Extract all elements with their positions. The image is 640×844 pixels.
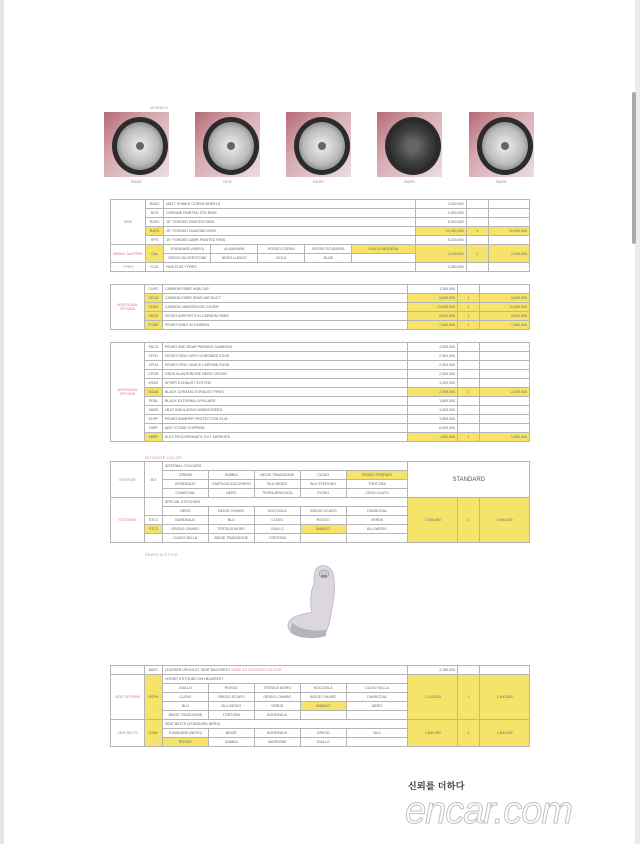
option-price: 10,900,000 bbox=[415, 227, 466, 236]
color-option: TESTA DI MORO bbox=[208, 525, 254, 534]
option-qty: 1 bbox=[458, 388, 480, 397]
color-option: BEIGE TRADIZIONE bbox=[208, 534, 254, 543]
option-price: 5,600,000 bbox=[408, 294, 458, 303]
color-option: IROKO bbox=[300, 489, 346, 498]
option-desc-text: LEATHER UPHOLST. SEAT BACKREST bbox=[164, 668, 231, 672]
option-code: DISP bbox=[144, 424, 162, 433]
color-option: CIOCCOLATO bbox=[346, 489, 408, 498]
color-option: BEIGE CHIARO bbox=[208, 507, 254, 516]
option-qty bbox=[458, 352, 480, 361]
option-qty bbox=[466, 200, 488, 209]
wheel-code: RAFS bbox=[404, 179, 415, 184]
seats-caption: SEATS & STYLE bbox=[145, 552, 178, 557]
color-option: BLU bbox=[346, 729, 408, 738]
option-desc: ELECTROCHROMATIC EXT. MIRRORS bbox=[162, 433, 407, 442]
color-option: GRIGIO CHIARO bbox=[162, 525, 208, 534]
color-option bbox=[300, 534, 346, 543]
color-option: ROSSO CORSA bbox=[258, 245, 305, 254]
interior-table bbox=[110, 461, 530, 543]
color-option: ALUMINIUM bbox=[211, 245, 258, 254]
option-desc: CARBON UNDERDOOR COVER bbox=[162, 303, 407, 312]
option-desc: FRONT AIRPORTS IN CARBON FIBRE bbox=[162, 312, 407, 321]
option-code: PEBL bbox=[144, 397, 162, 406]
option-qty bbox=[458, 666, 480, 675]
color-option: BEIGE bbox=[208, 729, 254, 738]
option-code: FLAT bbox=[145, 263, 163, 272]
option-price: 2,400,000 bbox=[415, 209, 466, 218]
category-label: STITCHING bbox=[111, 498, 145, 543]
option-code: CAL bbox=[145, 245, 163, 263]
option-total: 5,600,000 bbox=[480, 294, 530, 303]
option-price: 2,300,000 bbox=[408, 370, 458, 379]
option-price: 1,800,000 bbox=[408, 433, 458, 442]
color-option: STANDARD (NERO) bbox=[164, 245, 211, 254]
table-row bbox=[111, 462, 530, 471]
option-qty: 1 bbox=[458, 321, 480, 330]
wheel-option bbox=[195, 112, 260, 182]
color-option: BEIGE TRADIZIONE bbox=[162, 711, 208, 720]
option-desc: CARBON FIBRE HUB CAP bbox=[162, 285, 407, 294]
category-label: RIMS bbox=[111, 200, 146, 245]
option-code: BAEY bbox=[144, 666, 162, 675]
color-option: BLUE bbox=[305, 254, 352, 263]
color-option: TORTORA bbox=[254, 534, 300, 543]
option-code: ESAS bbox=[144, 379, 162, 388]
option-desc: SPORT EXHAUST SYSTEM bbox=[162, 379, 407, 388]
color-option: GRIGIO SILVERSTONE bbox=[164, 254, 211, 263]
rims-table bbox=[110, 199, 530, 272]
category-label: SEAT OPTIONS bbox=[111, 675, 145, 720]
option-total bbox=[489, 218, 530, 227]
option-code: DSPH bbox=[144, 675, 162, 720]
wheel-image bbox=[104, 112, 169, 177]
option-qty bbox=[458, 406, 480, 415]
option-note: SAME AS INTERIOR COLOUR bbox=[231, 668, 282, 672]
option-desc: FRONT GRILL WITH CHROMED EDGE bbox=[162, 352, 407, 361]
category-label: SEAT BELTS bbox=[111, 720, 145, 747]
option-qty: 1 bbox=[458, 303, 480, 312]
color-option-selected: BIANCO bbox=[300, 702, 346, 711]
option-code: RASV bbox=[145, 218, 163, 227]
wheel-image bbox=[469, 112, 534, 177]
option-desc: CARBON FIBRE REAR AIR DUCT bbox=[162, 294, 407, 303]
option-qty bbox=[458, 343, 480, 352]
exterior-options-table bbox=[110, 284, 530, 330]
option-total bbox=[480, 361, 530, 370]
option-desc: ANTI STONE CHIPPING bbox=[162, 424, 407, 433]
option-qty bbox=[466, 218, 488, 227]
option-total bbox=[480, 343, 530, 352]
color-option: SABBIA bbox=[208, 471, 254, 480]
color-option: GOLD bbox=[258, 254, 305, 263]
seat-icon bbox=[282, 562, 352, 642]
option-total bbox=[489, 209, 530, 218]
option-code: STC2 bbox=[144, 525, 162, 534]
option-qty: 1 bbox=[466, 245, 488, 263]
color-option: ROSSO SCUDERIA bbox=[305, 245, 352, 254]
option-qty bbox=[458, 379, 480, 388]
wheel-option bbox=[286, 112, 351, 182]
color-option: BLU bbox=[162, 702, 208, 711]
option-price: 1,800,000 bbox=[408, 720, 458, 747]
table-row bbox=[111, 209, 530, 218]
option-code: CEDE bbox=[144, 312, 162, 321]
option-desc: 20" FORGED DIAMOND RIMS bbox=[164, 227, 415, 236]
option-total bbox=[480, 352, 530, 361]
option-total bbox=[480, 424, 530, 433]
option-price: 1,500,000 bbox=[408, 498, 458, 543]
option-price: 2,100,000 bbox=[415, 245, 466, 263]
wheel-code: RCS bbox=[223, 179, 232, 184]
color-option: STANDARD (NERO) bbox=[162, 729, 208, 738]
option-code: RFS bbox=[145, 236, 163, 245]
option-desc: HEAT INSULATING WINDSCREEN bbox=[162, 406, 407, 415]
option-price: 1,200,000 bbox=[408, 379, 458, 388]
color-option: SABBIA bbox=[208, 738, 254, 747]
color-option: VERDE bbox=[346, 516, 408, 525]
wheel-code: RAFD bbox=[496, 179, 507, 184]
category-label: INTERIOR bbox=[111, 462, 145, 498]
color-option: NERO LUCIDO bbox=[211, 254, 258, 263]
wheel-option bbox=[469, 112, 534, 182]
wheel-code: RASV bbox=[313, 179, 324, 184]
option-total: 1,800,000 bbox=[480, 720, 530, 747]
option-qty: 1 bbox=[458, 433, 480, 442]
color-option: VERDE bbox=[254, 702, 300, 711]
table-row bbox=[111, 666, 530, 675]
color-option: GIALLO bbox=[254, 525, 300, 534]
option-code: WARI bbox=[144, 406, 162, 415]
option-price: 2,300,000 bbox=[408, 388, 458, 397]
option-total: 11,600,000 bbox=[480, 303, 530, 312]
option-total bbox=[480, 397, 530, 406]
color-option bbox=[352, 254, 415, 263]
section-heading: SEAT BELTS (STANDARD NERO) bbox=[162, 720, 407, 729]
table-row bbox=[111, 352, 530, 361]
option-code: CPGR bbox=[144, 370, 162, 379]
option-total: 5,600,000 bbox=[480, 312, 530, 321]
color-option: BORDEAUX bbox=[254, 711, 300, 720]
option-total bbox=[480, 285, 530, 294]
empty-cell bbox=[111, 666, 145, 675]
table-row-selected bbox=[111, 227, 530, 236]
table-row bbox=[111, 285, 530, 294]
color-option-selected: GIALLO MODENA bbox=[352, 245, 415, 254]
option-price: 5,350,000 bbox=[415, 263, 466, 272]
table-row bbox=[111, 675, 530, 684]
color-option: CUOIO bbox=[300, 471, 346, 480]
color-option bbox=[346, 534, 408, 543]
option-code: DHPF bbox=[144, 415, 162, 424]
watermark-logo: encar.com bbox=[405, 790, 572, 832]
color-option: GIALLO bbox=[162, 684, 208, 693]
table-row bbox=[111, 200, 530, 209]
color-option: ROSSO bbox=[208, 684, 254, 693]
table-row bbox=[111, 361, 530, 370]
section-heading: INTERNAL COLOURS bbox=[162, 462, 408, 471]
color-option bbox=[300, 711, 346, 720]
option-code bbox=[144, 498, 162, 516]
option-qty bbox=[458, 361, 480, 370]
option-qty: 1 bbox=[466, 227, 488, 236]
option-qty bbox=[458, 397, 480, 406]
color-option: BLU MEDIO bbox=[254, 480, 300, 489]
option-total: 7,800,000 bbox=[480, 321, 530, 330]
option-price: 6,500,000 bbox=[408, 424, 458, 433]
option-total bbox=[489, 263, 530, 272]
option-desc: 20" FORGED DARK PAINTED RIMS bbox=[164, 236, 415, 245]
table-row bbox=[111, 415, 530, 424]
table-row-selected bbox=[111, 312, 530, 321]
option-desc: FRONT BUMPER PROTECTION FILM bbox=[162, 415, 407, 424]
option-qty bbox=[458, 424, 480, 433]
color-option: CUOIO SELLA bbox=[162, 534, 208, 543]
color-option bbox=[346, 738, 408, 747]
option-code: FCWE bbox=[144, 321, 162, 330]
color-option: TORTORA bbox=[208, 711, 254, 720]
option-total: 1,500,000 bbox=[480, 498, 530, 543]
window-frame-left bbox=[0, 0, 4, 844]
option-price: 1,800,000 bbox=[408, 397, 458, 406]
option-code: CUPC bbox=[144, 285, 162, 294]
option-price: 2,300,000 bbox=[408, 352, 458, 361]
color-option: CARTA DA ZUCCHERO bbox=[208, 480, 254, 489]
table-row bbox=[111, 397, 530, 406]
color-option: NERO bbox=[346, 702, 408, 711]
option-price: 5,600,000 bbox=[408, 312, 458, 321]
watermark-tagline: 신뢰를 더하다 bbox=[408, 781, 465, 791]
table-row-selected bbox=[111, 321, 530, 330]
wheel-option bbox=[377, 112, 442, 182]
color-option: BORDEAUX bbox=[162, 516, 208, 525]
color-option: NOCCIOLA bbox=[300, 684, 346, 693]
table-row bbox=[111, 236, 530, 245]
option-price: 4,550,000 bbox=[408, 343, 458, 352]
category-label: TYRES bbox=[111, 263, 146, 272]
option-qty: 1 bbox=[458, 294, 480, 303]
wheel-image bbox=[195, 112, 260, 177]
option-desc: RUN FLAT TYRES bbox=[164, 263, 415, 272]
option-total: 1,100,000 bbox=[480, 675, 530, 720]
option-code: CPG1 bbox=[144, 352, 162, 361]
option-qty bbox=[458, 285, 480, 294]
option-price: 3,850,000 bbox=[408, 415, 458, 424]
option-qty bbox=[466, 263, 488, 272]
option-code: CPG4 bbox=[144, 361, 162, 370]
option-code: RAFD bbox=[145, 227, 163, 236]
color-option: GRIGIO CHIARO bbox=[254, 693, 300, 702]
color-option: NOCCIOLA bbox=[254, 507, 300, 516]
table-row bbox=[111, 245, 530, 254]
table-row bbox=[111, 218, 530, 227]
option-price: 1,350,000 bbox=[408, 285, 458, 294]
option-code: STC1 bbox=[144, 516, 162, 525]
table-row bbox=[111, 370, 530, 379]
color-option: CREAM bbox=[162, 471, 208, 480]
color-option-selected: ROSSO FERRARI bbox=[346, 471, 408, 480]
option-price: 1,100,000 bbox=[408, 675, 458, 720]
wheel-code: RASC bbox=[130, 179, 143, 184]
wheel-option bbox=[104, 112, 169, 182]
option-code: CSB1 bbox=[144, 720, 162, 747]
option-code: INT bbox=[144, 462, 162, 498]
category-label: ADDITIONAL OPTIONS bbox=[111, 343, 145, 442]
option-price: 11,600,000 bbox=[408, 303, 458, 312]
color-option: MARRONE bbox=[254, 738, 300, 747]
option-desc: FRONT GRILL BLACK CHROME EDGE bbox=[162, 361, 407, 370]
color-option: CHARCOAL bbox=[346, 693, 408, 702]
option-qty bbox=[458, 370, 480, 379]
seat-options-table bbox=[110, 665, 530, 747]
color-option: TORTORA bbox=[346, 480, 408, 489]
option-price: 3,400,000 bbox=[415, 200, 466, 209]
option-qty bbox=[466, 236, 488, 245]
color-option: BLU MEDIO bbox=[208, 702, 254, 711]
option-desc: CHROME PAINTED STD RIMS bbox=[164, 209, 415, 218]
option-qty bbox=[458, 415, 480, 424]
color-option: CHARCOAL bbox=[162, 489, 208, 498]
option-total: 2,300,000 bbox=[480, 388, 530, 397]
section-heading: SPECIAL STITCHING bbox=[162, 498, 408, 507]
color-option: BEIGE TRADIZIONE bbox=[254, 471, 300, 480]
table-row bbox=[111, 263, 530, 272]
option-desc: FRONT WING IN CARBON bbox=[162, 321, 407, 330]
option-desc: BLACK CERAMIC EXHAUST PIPES bbox=[162, 388, 407, 397]
color-option: CHARCOAL bbox=[346, 507, 408, 516]
option-price: 8,100,000 bbox=[415, 236, 466, 245]
color-option: CUOIO bbox=[254, 516, 300, 525]
option-price: 7,800,000 bbox=[408, 321, 458, 330]
color-option: GIALLO bbox=[300, 738, 346, 747]
table-row bbox=[111, 379, 530, 388]
color-option: NERO bbox=[162, 507, 208, 516]
color-option: GRIGIO SCURO bbox=[300, 507, 346, 516]
table-row bbox=[111, 424, 530, 433]
option-total: 1,800,000 bbox=[480, 433, 530, 442]
option-price: 2,300,000 bbox=[408, 361, 458, 370]
option-price: 2,150,000 bbox=[408, 666, 458, 675]
option-code: RASC bbox=[145, 200, 163, 209]
wheels-caption: WHEELS bbox=[150, 105, 169, 110]
color-option: BORDEAUX bbox=[162, 480, 208, 489]
wheel-image bbox=[377, 112, 442, 177]
color-option: BLU bbox=[208, 516, 254, 525]
color-option: BLU MEDIO bbox=[346, 525, 408, 534]
option-desc bbox=[162, 666, 407, 675]
color-option: TESTA DI MORO bbox=[254, 684, 300, 693]
color-option: CUOIO bbox=[162, 693, 208, 702]
option-desc: FRONT AND REAR PARKING CAMERAS bbox=[162, 343, 407, 352]
option-code: CDEA bbox=[144, 303, 162, 312]
option-code: DSAB bbox=[144, 388, 162, 397]
color-option bbox=[346, 711, 408, 720]
option-qty: 1 bbox=[458, 720, 480, 747]
option-total bbox=[480, 406, 530, 415]
option-total bbox=[480, 666, 530, 675]
option-code: CEAD bbox=[144, 294, 162, 303]
option-desc: 20" FORGED PAINTED RIMS bbox=[164, 218, 415, 227]
color-option: BORDEAUX bbox=[254, 729, 300, 738]
color-option: CUOIO SELLA bbox=[346, 684, 408, 693]
option-total bbox=[480, 379, 530, 388]
table-row bbox=[111, 498, 530, 507]
option-code: MIRE bbox=[144, 433, 162, 442]
category-label: ADDITIONAL OPTIONS bbox=[111, 285, 145, 330]
option-qty bbox=[466, 209, 488, 218]
option-qty: 1 bbox=[458, 675, 480, 720]
option-total bbox=[489, 236, 530, 245]
option-total bbox=[480, 415, 530, 424]
option-price: 1,600,000 bbox=[408, 406, 458, 415]
option-total: 10,900,000 bbox=[489, 227, 530, 236]
option-desc: MATT SHINED CORSA WHEELS bbox=[164, 200, 415, 209]
table-row bbox=[111, 720, 530, 729]
table-row bbox=[111, 406, 530, 415]
table-row-selected bbox=[111, 303, 530, 312]
color-option: ROSSO bbox=[300, 516, 346, 525]
table-row-selected bbox=[111, 294, 530, 303]
option-code bbox=[144, 534, 162, 543]
interior-caption: INTERIOR COLOR bbox=[145, 455, 183, 460]
option-price: 8,300,000 bbox=[415, 218, 466, 227]
table-row bbox=[111, 343, 530, 352]
color-option-selected: BIANCO bbox=[300, 525, 346, 534]
option-total bbox=[480, 370, 530, 379]
option-total: 2,100,000 bbox=[489, 245, 530, 263]
color-option: GRIGIO bbox=[300, 729, 346, 738]
option-qty: 1 bbox=[458, 498, 480, 543]
section-heading: HORSE STITCHED ON HEADREST bbox=[162, 675, 407, 684]
color-option: GRIGIO SCURO bbox=[208, 693, 254, 702]
color-option-selected: ROSSO bbox=[162, 738, 208, 747]
option-total bbox=[489, 200, 530, 209]
color-option: TERRA BRUCIATA bbox=[254, 489, 300, 498]
wheel-image bbox=[286, 112, 351, 177]
color-option: NERO bbox=[208, 489, 254, 498]
option-code: RCS bbox=[145, 209, 163, 218]
option-desc: BLACK EXTERNAL A PILLARS bbox=[162, 397, 407, 406]
option-qty: 1 bbox=[458, 312, 480, 321]
option-code: PACS bbox=[144, 343, 162, 352]
scrollbar[interactable] bbox=[632, 92, 636, 244]
color-option: BLU STERLING bbox=[300, 480, 346, 489]
option-desc: GRIGLIA ANTERIORE NERO CROMO bbox=[162, 370, 407, 379]
additional-options-table bbox=[110, 342, 530, 442]
standard-label: STANDARD bbox=[408, 462, 530, 498]
color-option: BEIGE CHIARO bbox=[300, 693, 346, 702]
wheels-gallery bbox=[104, 112, 536, 192]
category-label: BRAKE CALIPERS bbox=[111, 245, 146, 263]
table-row-selected bbox=[111, 433, 530, 442]
table-row-selected bbox=[111, 388, 530, 397]
